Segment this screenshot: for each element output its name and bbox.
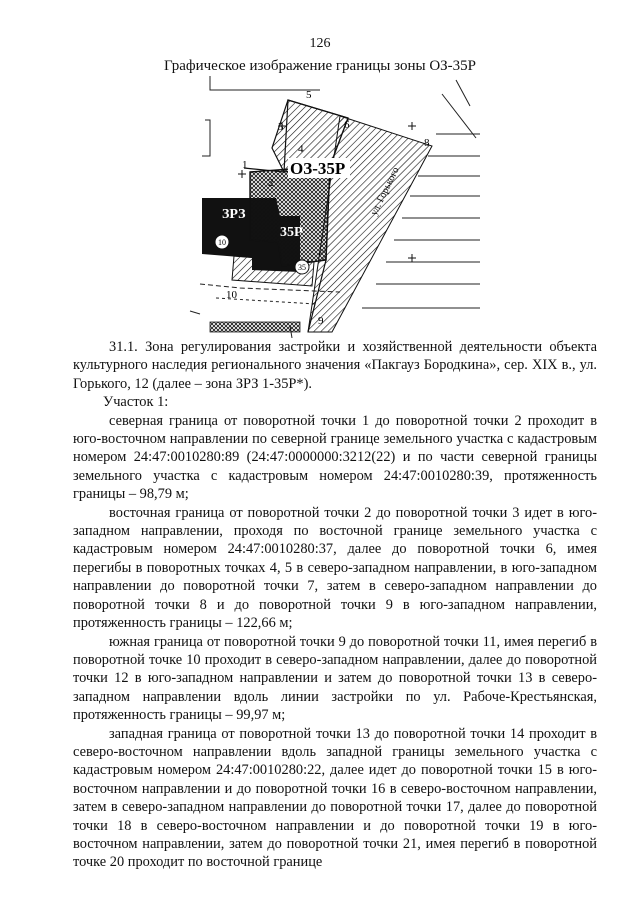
paragraph-north-boundary: северная граница от поворотной точки 1 до поворотной точки 2 проходит в юго-восточном направлении по северной границе земельного участка с кадастровым номером 24:47:0010280:89 (24:47:0000000:3212(22) и по части северной границы земельного участка с кадастровым номером 24:47:0010280:39, протяженность границы – 98,79 м;	[73, 412, 597, 503]
point-label: 3	[278, 121, 284, 133]
paragraph-section-heading: Участок 1:	[103, 394, 169, 411]
zone-oz-label: ОЗ-35Р	[290, 159, 346, 178]
body-text	[73, 338, 597, 872]
paragraph-west-boundary: западная граница от поворотной точки 13 до поворотной точки 14 проходит в северо-восточном направлении вдоль западной границы земельного участка с кадастровым номером 24:47:0010280:22, далее идет до поворотной точки 15 в юго-восточном направлении и до поворотной точки 16 в северо-восточном направлении, затем в северо-западном направлении до поворотной точки 17, далее до поворотной точки 18 в северо-восточном направлении и до поворотной точки 19 в юго-восточном направлении, затем до поворотной точки 21, имея перегиб в поворотной точке 20 проходит по восточной границе	[73, 725, 597, 871]
point-label: 9	[318, 315, 324, 327]
object-marker-35	[295, 260, 309, 274]
paragraph-east-boundary: восточная граница от поворотной точки 2 до поворотной точки 3 идет в юго-западном направлении, проходя по восточной границе земельного участка с кадастровым номером 24:47:0010280:37, далее до поворотной точки 6, имея перегибы в поворотных точках 4, 5 в северо-западном направлении, в юго-западном направлении до поворотной точки 7, затем в северо-западном направлении до поворотной точки 8 и до поворотной точки 9 в юго-западном направлении, протяженность границы – 122,66 м;	[73, 504, 597, 632]
zone-zrz-label: ЗРЗ	[222, 207, 246, 222]
point-label: 5	[306, 89, 312, 101]
street-label: ул. Горького	[368, 165, 402, 218]
point-label: 6	[344, 119, 350, 131]
object-marker-10	[215, 235, 229, 249]
point-label: 2	[268, 177, 274, 189]
point-label: 1	[242, 159, 248, 171]
paragraph-south-boundary: южная граница от поворотной точки 9 до поворотной точки 11, имея перегиб в поворотной точке 10 проходит в северо-западном направлении, далее до поворотной точки 12 в юго-западном направлении и затем до поворотной точки 13 в северо-западном направлении вдоль линии застройки по ул. Рабоче-Крестьянская, протяженность границы – 99,97 м;	[73, 633, 597, 724]
zone-zrz-number: 35Р	[280, 225, 303, 240]
point-label: 10	[226, 289, 237, 301]
object-marker-label: 35	[298, 263, 306, 272]
map-strip	[210, 322, 300, 332]
page-number: 126	[309, 36, 331, 51]
paragraph-zone-definition: 31.1. Зона регулирования застройки и хозяйственной деятельности объекта культурного наследия регионального значения «Пакгауз Бородкина», сер. XIX в., ул. Горького, 12 (далее – зона ЗРЗ 1-35Р*).	[73, 339, 597, 392]
object-marker-label: 10	[218, 238, 226, 247]
point-label: 8	[424, 137, 430, 149]
zone-boundary-map	[180, 76, 480, 338]
map-title: Графическое изображение границы зоны ОЗ-35Р	[163, 58, 477, 74]
point-label: 4	[298, 143, 304, 155]
